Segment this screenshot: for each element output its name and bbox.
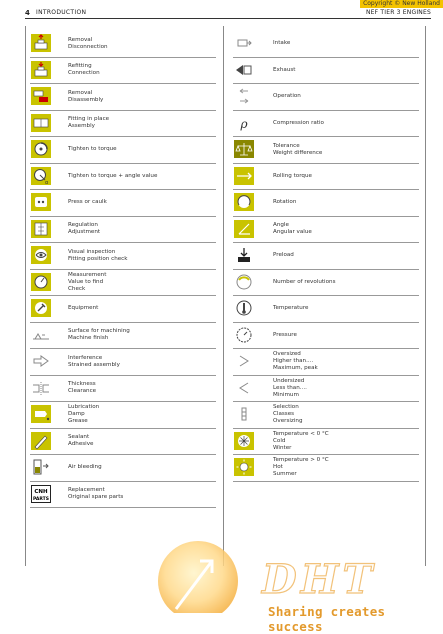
symbol-description	[68, 270, 106, 296]
hot-icon	[234, 458, 254, 476]
symbol-row	[233, 243, 419, 270]
symbol-description	[273, 190, 296, 216]
description-line: Check	[68, 285, 86, 292]
description-line: Adhesive	[68, 441, 94, 448]
description-line: Removal	[68, 36, 93, 43]
symbol-description	[273, 243, 294, 269]
angle-icon	[234, 220, 254, 238]
symbol-row	[30, 84, 216, 111]
right-symbol-list	[233, 31, 419, 482]
symbol-row	[30, 349, 216, 376]
description-line: Visual inspection	[68, 248, 116, 255]
symbol-row	[30, 111, 216, 138]
description-line: Clearance	[68, 388, 97, 395]
description-line: Oversizing	[273, 418, 303, 425]
symbol-description	[273, 296, 308, 322]
removal-disconnection-icon	[31, 34, 51, 52]
description-line: Tolerance	[273, 142, 300, 149]
fitting-assembly-icon	[31, 114, 51, 132]
greater-than-icon	[234, 352, 254, 370]
description-line: Disconnection	[68, 43, 108, 50]
description-line: Winter	[273, 444, 292, 451]
dht-watermark-logo	[150, 533, 440, 613]
tighten-torque-icon	[31, 140, 51, 158]
symbol-description	[273, 376, 307, 402]
description-line: Original spare parts	[68, 494, 124, 501]
symbol-description	[273, 84, 301, 110]
air-bleeding-icon	[31, 458, 51, 476]
description-line: Machine finish	[68, 335, 109, 342]
description-line: Measurement	[68, 271, 107, 278]
symbol-description	[68, 111, 109, 137]
symbol-description	[273, 31, 290, 57]
svg-text:PARTS: PARTS	[33, 496, 49, 502]
symbol-row	[30, 164, 216, 191]
symbol-description	[273, 58, 295, 84]
symbol-row	[30, 243, 216, 270]
description-line: Hot	[273, 464, 283, 471]
description-line: Oversized	[273, 351, 301, 358]
svg-text:CNH: CNH	[34, 488, 48, 495]
description-line: Sealant	[68, 434, 90, 441]
copyright-banner: Copyright © New Holland	[360, 0, 443, 8]
description-line: Value to find	[68, 278, 104, 285]
symbol-row	[233, 190, 419, 217]
symbol-description	[68, 164, 157, 190]
symbol-row	[30, 482, 216, 509]
description-line: Intake	[273, 40, 291, 47]
symbol-description	[68, 482, 123, 508]
selection-icon	[234, 405, 254, 423]
description-line: Angle	[273, 222, 289, 229]
symbol-row	[30, 270, 216, 297]
symbol-row	[30, 402, 216, 429]
less-than-icon	[234, 379, 254, 397]
symbol-row	[233, 270, 419, 297]
description-line: Temperature	[273, 305, 309, 312]
symbol-description	[273, 164, 312, 190]
exhaust-icon	[234, 61, 254, 79]
symbol-row	[233, 31, 419, 58]
description-line: Adjustment	[68, 229, 101, 236]
symbol-description	[68, 349, 120, 375]
description-line: Press or caulk	[68, 199, 107, 206]
tighten-angle-icon	[31, 167, 51, 185]
press-caulk-icon	[31, 193, 51, 211]
refitting-connection-icon	[31, 61, 51, 79]
symbol-description	[68, 137, 117, 163]
regulation-adjustment-icon	[31, 220, 51, 238]
sealant-icon	[31, 432, 51, 450]
description-line: Maximum, peak	[273, 365, 318, 372]
symbol-row	[30, 31, 216, 58]
description-line: Air bleeding	[68, 464, 102, 471]
description-line: Higher than....	[273, 358, 314, 365]
watermark-slogan: Sharing creates success	[268, 604, 386, 634]
description-line: Equipment	[68, 305, 99, 312]
symbol-row	[233, 455, 419, 482]
symbol-row	[30, 323, 216, 350]
symbol-description	[68, 376, 96, 402]
description-line: Fitting in place	[68, 116, 110, 123]
description-line: Regulation	[68, 222, 98, 229]
description-line: Less than....	[273, 384, 307, 391]
symbol-row	[233, 137, 419, 164]
equipment-icon	[31, 299, 51, 317]
symbol-description	[273, 349, 318, 375]
symbol-row	[233, 402, 419, 429]
symbol-description	[273, 111, 324, 137]
symbol-row	[30, 376, 216, 403]
description-line: Temperature < 0 °C	[273, 430, 329, 437]
tolerance-scale-icon	[234, 140, 254, 158]
page-number: 4	[25, 9, 30, 17]
symbol-row	[233, 296, 419, 323]
symbol-description	[68, 455, 102, 481]
operation-icon	[234, 87, 254, 105]
symbol-description	[68, 217, 100, 243]
description-line: Assembly	[68, 123, 95, 130]
cnh-parts-icon	[31, 485, 51, 503]
description-line: Selection	[273, 404, 299, 411]
svg-text:α: α	[45, 179, 49, 185]
dht-logo-text: DHT	[262, 556, 377, 603]
description-line: Thickness	[68, 381, 96, 388]
thickness-clearance-icon	[31, 379, 51, 397]
symbol-description	[273, 455, 329, 481]
description-line: Replacement	[68, 487, 105, 494]
description-line: Fitting position check	[68, 255, 128, 262]
description-line: Grease	[68, 418, 88, 425]
rotation-icon	[234, 193, 254, 211]
compression-ratio-icon	[234, 114, 254, 132]
symbol-description	[68, 243, 128, 269]
symbol-description	[273, 137, 322, 163]
symbol-row	[233, 217, 419, 244]
rolling-torque-icon	[234, 167, 254, 185]
symbol-description	[273, 429, 329, 455]
description-line: Rolling torque	[273, 172, 312, 179]
symbol-row	[30, 190, 216, 217]
description-line: Refitting	[68, 63, 92, 70]
measurement-icon	[31, 273, 51, 291]
left-symbol-list	[30, 31, 216, 508]
description-line: Angular value	[273, 229, 312, 236]
symbol-description	[68, 58, 100, 84]
lubrication-icon	[31, 405, 51, 423]
symbol-description	[68, 323, 130, 349]
symbol-row	[233, 164, 419, 191]
symbol-description	[68, 296, 98, 322]
description-line: Strained assembly	[68, 361, 120, 368]
description-line: Preload	[273, 252, 294, 259]
symbol-description	[68, 190, 107, 216]
description-line: Damp	[68, 411, 85, 418]
description-line: Compression ratio	[273, 119, 324, 126]
symbol-row	[30, 429, 216, 456]
description-line: Weight difference	[273, 149, 323, 156]
right-border	[425, 26, 426, 566]
revolutions-icon	[234, 273, 254, 291]
symbol-description	[273, 323, 297, 349]
description-line: Tighten to torque	[68, 146, 117, 153]
symbol-description	[68, 429, 94, 455]
description-line: Cold	[273, 437, 286, 444]
symbol-description	[273, 402, 303, 428]
description-line: Classes	[273, 411, 295, 418]
symbol-row	[233, 376, 419, 403]
description-line: Operation	[273, 93, 301, 100]
temperature-icon	[234, 299, 254, 317]
description-line: Interference	[68, 354, 103, 361]
symbol-row	[233, 58, 419, 85]
preload-icon	[234, 246, 254, 264]
description-line: Exhaust	[273, 66, 296, 73]
interference-icon	[31, 352, 51, 370]
symbol-description	[273, 217, 312, 243]
symbol-row	[30, 58, 216, 85]
description-line: Summer	[273, 471, 297, 478]
description-line: Disassembly	[68, 96, 104, 103]
description-line: Connection	[68, 70, 100, 77]
symbol-description	[68, 402, 99, 428]
description-line: Removal	[68, 89, 93, 96]
symbol-row	[30, 137, 216, 164]
intake-icon	[234, 34, 254, 52]
symbol-description	[68, 84, 103, 110]
symbol-description	[273, 270, 336, 296]
symbol-row	[233, 323, 419, 350]
visual-inspection-icon	[31, 246, 51, 264]
symbol-row	[30, 455, 216, 482]
symbol-row	[233, 84, 419, 111]
pressure-icon	[234, 326, 254, 344]
description-line: Rotation	[273, 199, 297, 206]
symbol-row	[30, 296, 216, 323]
manual-title: NEF TIER 3 ENGINES	[365, 9, 431, 16]
symbol-description	[68, 31, 108, 57]
description-line: Surface for machining	[68, 328, 130, 335]
description-line: Pressure	[273, 331, 297, 338]
description-line: Tighten to torque + angle value	[68, 172, 158, 179]
description-line: Temperature > 0 °C	[273, 457, 329, 464]
center-divider	[223, 26, 224, 566]
header-rule	[25, 18, 431, 19]
symbol-row	[233, 111, 419, 138]
removal-disassembly-icon	[31, 87, 51, 105]
cold-icon	[234, 432, 254, 450]
description-line: Minimum	[273, 391, 299, 398]
section-title: INTRODUCTION	[36, 9, 87, 16]
description-line: Number of revolutions	[273, 278, 336, 285]
machining-surface-icon	[31, 326, 51, 344]
symbol-row	[233, 349, 419, 376]
left-border	[25, 26, 26, 566]
symbol-row	[30, 217, 216, 244]
description-line: Lubrication	[68, 404, 100, 411]
description-line: Undersized	[273, 377, 305, 384]
symbol-row	[233, 429, 419, 456]
svg-text:ρ: ρ	[240, 116, 248, 131]
